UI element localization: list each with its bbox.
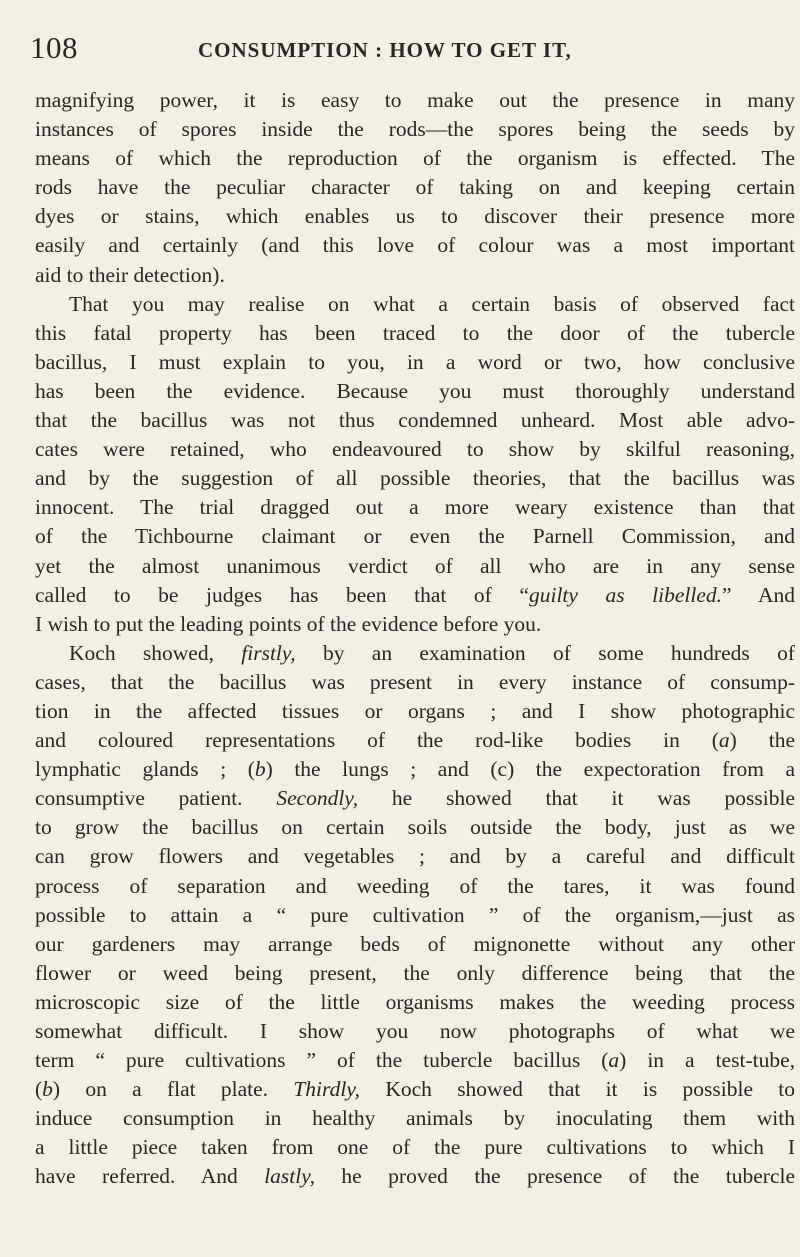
text-line (35, 290, 795, 319)
text-run: ) the (729, 728, 795, 753)
text-run: of the Tichbourne claimant or even the Parnell Commission, and (35, 524, 795, 549)
text-run: flower or weed being present, the only difference being that the (35, 960, 795, 985)
text-line (35, 930, 795, 959)
text-run: ) in a test-tube, (619, 1048, 795, 1073)
text-run: innocent. The trial dragged out a more weary existence than that (35, 495, 795, 520)
text-line (35, 522, 795, 551)
text-line (35, 784, 795, 813)
text-run: tion in the affected tissues or organs ; and I show photographic (35, 698, 795, 723)
text-run: ) on a flat plate. (52, 1077, 294, 1102)
text-run: he showed that it was possible (358, 786, 795, 811)
text-run: induce consumption in healthy animals by inoculating them with (35, 1106, 795, 1131)
text-line (35, 697, 795, 726)
text-run: cases, that the bacillus was present in every instance of consump- (35, 669, 795, 694)
text-line (35, 872, 795, 901)
text-run: aid to their detection). (35, 262, 225, 287)
text-line (35, 115, 795, 144)
text-run: ” And (722, 582, 795, 607)
italic-text: lastly, (264, 1164, 315, 1189)
text-line (35, 1162, 795, 1191)
text-run: ) the lungs ; and (c) the expectoration from a (265, 757, 795, 782)
text-line (35, 1075, 795, 1104)
text-run: magnifying power, it is easy to make out the presence in many (35, 88, 795, 112)
text-run: cates were retained, who endeavoured to show by skilful reasoning, (35, 437, 795, 462)
text-line (35, 261, 795, 290)
text-run: can grow flowers and vegetables ; and by a careful and difficult (35, 844, 795, 869)
text-run: a little piece taken from one of the pure cultivations to which I (35, 1135, 795, 1160)
text-run: That you may realise on what a certain basis of observed fact (69, 291, 795, 316)
text-line (35, 435, 795, 464)
page-header (0, 30, 800, 70)
text-run: rods have the peculiar character of taking on and keeping certain (35, 175, 795, 200)
text-run: consumptive patient. (35, 786, 277, 811)
text-run: yet the almost unanimous verdict of all who are in any sense (35, 553, 795, 578)
text-line (35, 610, 795, 639)
text-line (35, 901, 795, 930)
italic-text: Thirdly, (293, 1077, 361, 1102)
text-line (35, 348, 795, 377)
text-line (35, 668, 795, 697)
text-line (35, 464, 795, 493)
text-run: I wish to put the leading points of the evidence before you. (35, 611, 542, 636)
running-head: CONSUMPTION : HOW TO GET IT, (198, 38, 572, 62)
text-line (35, 988, 795, 1017)
text-run: process of separation and weeding of the tares, it was found (35, 873, 795, 898)
text-line (35, 639, 795, 668)
text-run: term “ pure cultivations ” of the tubercle bacillus ( (35, 1048, 609, 1073)
text-line (35, 319, 795, 348)
italic-text: a (718, 728, 730, 753)
italic-text: a (608, 1048, 620, 1073)
text-line (35, 173, 795, 202)
text-run: that the bacillus was not thus condemned unheard. Most able advo- (35, 408, 795, 433)
text-line (35, 231, 795, 260)
text-line (35, 726, 795, 755)
text-line (35, 86, 795, 115)
text-run: called to be judges has been that of “ (35, 582, 529, 607)
text-run: easily and certainly (and this love of colour was a most important (35, 233, 795, 258)
text-run: our gardeners may arrange beds of mignonette without any other (35, 931, 795, 956)
text-line (35, 1046, 795, 1075)
text-line (35, 202, 795, 231)
text-line (35, 144, 795, 173)
text-line (35, 1104, 795, 1133)
text-run: to grow the bacillus on certain soils outside the body, just as we (35, 815, 795, 840)
text-run: instances of spores inside the rods—the spores being the seeds by (35, 117, 795, 142)
text-run: somewhat difficult. I show you now photographs of what we (35, 1019, 795, 1043)
italic-text: firstly, (241, 640, 296, 665)
text-run: microscopic size of the little organisms makes the weeding process (35, 989, 795, 1014)
text-run: and coloured representations of the rod-like bodies in ( (35, 728, 719, 753)
italic-text: guilty as libelled. (528, 582, 723, 607)
italic-text: b (254, 757, 266, 782)
text-run: Koch showed, (69, 640, 242, 665)
text-run: he proved the presence of the tubercle (314, 1164, 795, 1189)
page-number: 108 (30, 30, 78, 65)
text-line (35, 959, 795, 988)
text-run: bacillus, I must explain to you, in a word or two, how conclusive (35, 349, 795, 374)
text-run: means of which the reproduction of the organism is effected. The (35, 146, 795, 171)
text-run: has been the evidence. Because you must thoroughly understand (35, 378, 795, 403)
text-run: Koch showed that it is possible to (360, 1077, 795, 1102)
text-line (35, 493, 795, 522)
text-line (35, 1017, 795, 1046)
text-line (35, 1133, 795, 1162)
text-line (35, 406, 795, 435)
italic-text: Secondly, (276, 786, 359, 811)
italic-text: b (42, 1077, 53, 1102)
text-line (35, 581, 795, 610)
body-text (35, 86, 795, 1192)
text-run: ( (35, 1077, 43, 1102)
text-run: this fatal property has been traced to the door of the tubercle (35, 320, 795, 345)
text-line (35, 813, 795, 842)
text-run: possible to attain a “ pure cultivation ” of the organism,—just as (35, 902, 795, 927)
text-run: dyes or stains, which enables us to discover their presence more (35, 204, 795, 229)
text-line (35, 755, 795, 784)
text-run: and by the suggestion of all possible theories, that the bacillus was (35, 466, 795, 491)
text-line (35, 377, 795, 406)
text-run: lymphatic glands ; ( (35, 757, 255, 782)
text-line (35, 552, 795, 581)
text-line (35, 842, 795, 871)
text-run: by an examination of some hundreds of (295, 640, 795, 665)
text-run: have referred. And (35, 1164, 265, 1189)
